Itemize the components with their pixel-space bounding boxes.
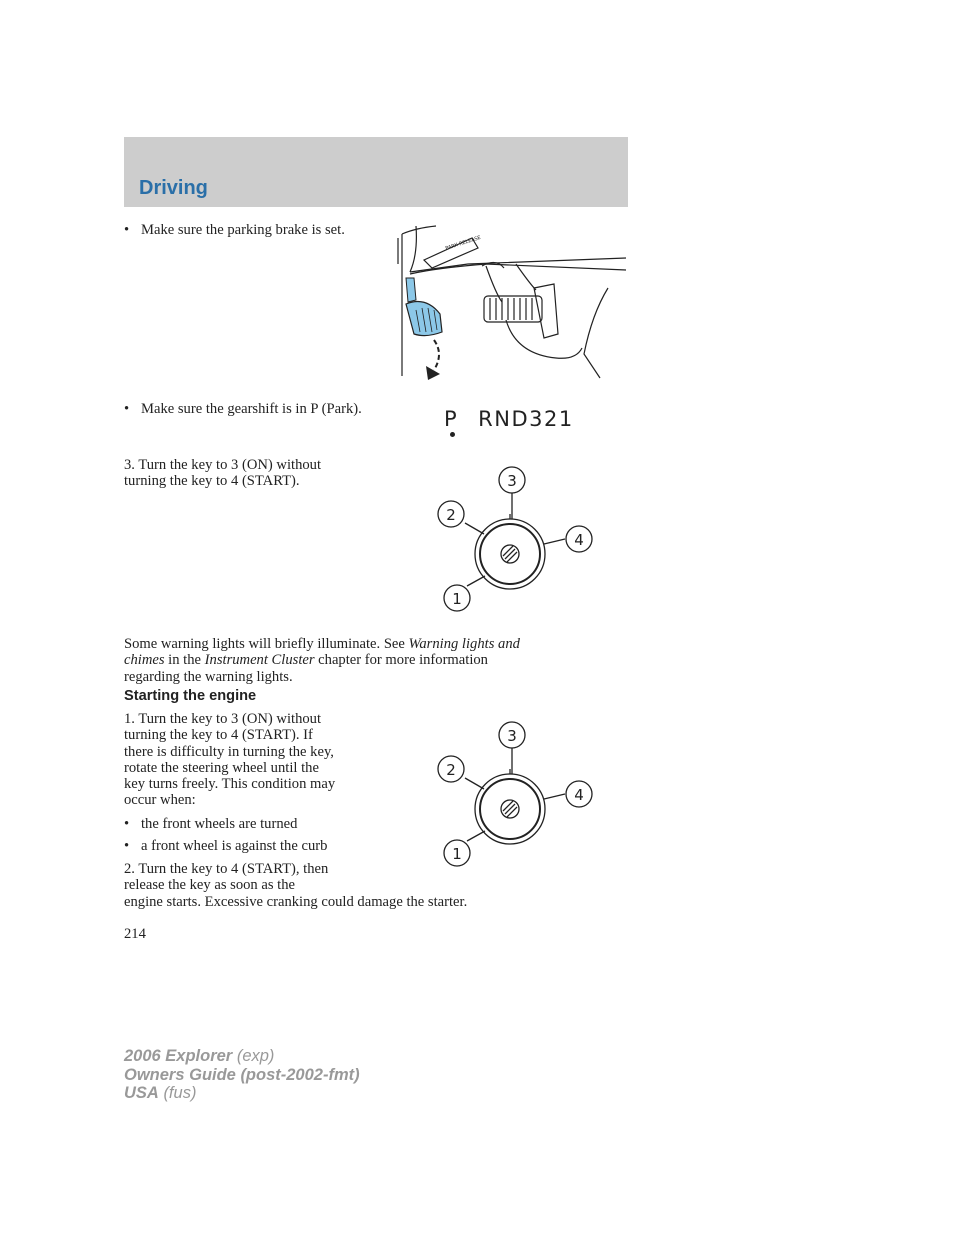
footer-market: USA bbox=[124, 1084, 159, 1102]
footer-market-code: (fus) bbox=[163, 1084, 197, 1102]
page-number: 214 bbox=[124, 926, 146, 942]
header-band bbox=[124, 137, 628, 207]
ignition-pos-3: 3 bbox=[507, 727, 517, 745]
gear-p: P bbox=[444, 407, 459, 431]
ignition-pos-1: 1 bbox=[452, 590, 462, 608]
gear-selected-dot bbox=[450, 432, 455, 437]
footer-model: 2006 Explorer bbox=[124, 1047, 233, 1065]
ignition-pos-3: 3 bbox=[507, 472, 517, 490]
ref-chimes: chimes bbox=[124, 652, 165, 669]
bullet-dot: • bbox=[124, 838, 130, 854]
bullet-parking-brake: • Make sure the parking brake is set. bbox=[124, 222, 345, 238]
list-item: • a front wheel is against the curb bbox=[124, 838, 328, 854]
section-title: Driving bbox=[139, 177, 208, 199]
parking-brake-illustration bbox=[396, 224, 628, 382]
bullet-dot: • bbox=[124, 816, 130, 832]
ignition-pos-4: 4 bbox=[574, 531, 584, 549]
footer-model-code: (exp) bbox=[236, 1047, 275, 1065]
starting-step1: 1. Turn the key to 3 (ON) without turning the key to 4 (START). If there is difficulty in turning the key, rotate the steering wheel until the key turns freely. This condition may occur when: bbox=[124, 711, 336, 809]
bullet-gearshift: • Make sure the gearshift is in P (Park). bbox=[124, 401, 362, 417]
parking-brake-pedal-icon bbox=[406, 278, 442, 336]
ignition-pos-1: 1 bbox=[452, 845, 462, 863]
list-item: • the front wheels are turned bbox=[124, 816, 298, 832]
heading-starting-engine: Starting the engine bbox=[124, 688, 257, 704]
ignition-switch-diagram-2 bbox=[434, 721, 596, 869]
ignition-pos-2: 2 bbox=[446, 761, 456, 779]
bullet-dot: • bbox=[124, 222, 130, 238]
step3-text: 3. Turn the key to 3 (ON) without turning the key to 4 (START). bbox=[124, 457, 322, 490]
park-release-label: PARK RELEASE bbox=[444, 234, 482, 252]
footer bbox=[124, 1047, 360, 1103]
ref-warning-lights: Warning lights and bbox=[408, 636, 520, 652]
ignition-switch-diagram bbox=[434, 466, 596, 614]
gear-positions: RND321 bbox=[478, 407, 574, 431]
ignition-pos-4: 4 bbox=[574, 786, 584, 804]
ref-instrument-cluster: Instrument Cluster bbox=[204, 652, 315, 669]
ignition-pos-2: 2 bbox=[446, 506, 456, 524]
footer-guide: Owners Guide (post-2002-fmt) bbox=[124, 1065, 360, 1084]
release-arrow-icon bbox=[434, 340, 439, 370]
starting-step2: 2. Turn the key to 4 (START), then release the key as soon as the engine starts. Excessive cranking could damage the starter. bbox=[124, 861, 468, 910]
gearshift-indicator bbox=[444, 407, 574, 431]
bullet-dot: • bbox=[124, 401, 130, 417]
warning-lights-note: Some warning lights will briefly illuminate. See Warning lights and chimes in the Instrument Cluster chapter for more information regarding the warning lights. bbox=[124, 636, 520, 685]
